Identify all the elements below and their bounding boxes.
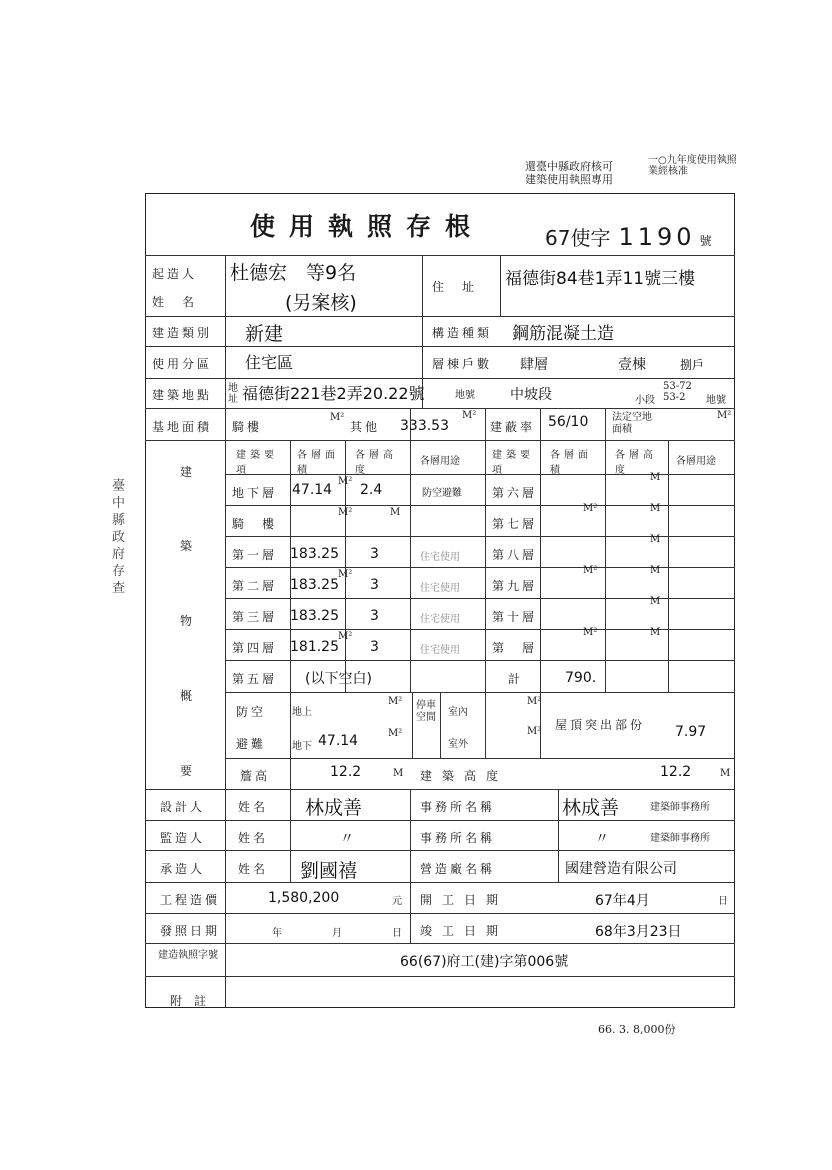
floor-item: 第三層 [232,610,278,624]
bheight-value: 12.2 [660,764,692,780]
category-label: 建造類別 [152,326,213,340]
row-line [225,692,735,693]
floor-item-right: 第八層 [492,548,538,562]
usage-value: 住宅區 [245,353,294,372]
approval-stamp [525,160,613,186]
row-line [145,789,735,790]
col-header-area: 各層面積 [297,450,339,476]
col-line [668,440,669,692]
row-line [145,346,735,347]
below-value: 47.14 [318,733,359,749]
col-line [540,408,541,692]
parking-label: 停車空間 [416,700,436,723]
row-line [145,316,735,317]
other-unit: M² [462,410,477,421]
start-label: 開工日期 [420,893,509,907]
unit: M [720,768,731,779]
applicant-name: 杜德宏 等9名 [230,262,357,284]
structure-label: 構造種類 [432,326,493,340]
designer-office: 林成善 [562,797,620,819]
permit-prefix: 67使字 [545,226,611,250]
address-label: 住 址 [432,280,478,294]
unit: M [650,565,661,576]
contractor-name-label: 姓名 [238,862,269,876]
row-line [225,660,735,661]
permit-suffix: 號 [699,234,712,248]
category-value: 新建 [245,323,284,345]
row-line [145,440,735,441]
floor-height: 3 [370,546,379,562]
floor-height: 3 [370,639,379,655]
row-line [145,378,735,379]
unit: M² [338,476,353,487]
designer-name: 林成善 [305,797,363,819]
col-header-area-right: 各層面積 [550,450,592,476]
above-label: 地上 [292,707,312,718]
site-sub-label: 地址 [228,383,238,405]
eaves-label: 簷高 [240,769,271,783]
col-header-use-right: 各層用途 [676,456,716,467]
cost-value: 1,580,200 [268,890,340,906]
floor-item: 第二層 [232,579,278,593]
section-char: 概 [180,689,196,703]
floor-use: 住宅使用 [420,614,460,625]
floors-value: 肆層 [520,357,548,373]
row-line [145,882,735,883]
side-stamp: 臺中縣政府存查 [112,479,126,596]
supervisor-office-label: 事務所名稱 [420,831,496,845]
floor-use: 住宅使用 [420,552,460,563]
unit: M [393,768,404,779]
floor-use: 防空避難 [422,488,462,499]
unit: M² [388,728,403,739]
col-header-use: 各層用途 [420,456,460,467]
designer-office-label: 事務所名稱 [420,800,496,814]
outdoor-label: 室外 [448,739,468,750]
col-header-height: 各層高度 [355,450,397,476]
row-line [145,408,735,409]
floor-item-right: 第六層 [492,486,538,500]
print-note: 66. 3. 8,000份 [598,1023,676,1036]
permit-ref-value: 66(67)府工(建)字第006號 [400,954,569,970]
col-header-height-right: 各層高度 [615,450,657,476]
section-char: 建 [180,465,196,479]
site-address: 福德街221巷2弄20.22號 [242,384,425,403]
floor-item-right: 第 層 [492,641,538,655]
floor-area: 183.25 [290,546,339,562]
contractor-firm-label: 營造廠名稱 [420,862,496,876]
unit: M² [527,696,542,707]
col-line [605,408,606,692]
col-line [290,789,291,882]
page-title: 使用執照存根 [250,212,485,241]
designer-suffix: 建築師事務所 [650,802,710,813]
row-line [225,758,735,759]
stamp-line: 建築使用執照專用 [525,173,613,186]
floor-height: 3 [370,577,379,593]
yard-unit: M² [330,412,345,423]
unit: M² [583,627,598,638]
col-line [410,408,411,692]
start-day: 日 [718,896,728,907]
lot-di-hao: 地號 [706,395,726,406]
coverage-label: 建蔽率 [490,420,536,434]
stamp-line: 還臺中縣政府核可 [525,160,613,173]
floors-label: 層棟戶數 [432,357,493,371]
area-label: 基地面積 [152,420,213,434]
issue-year: 年 [272,928,282,939]
col-line [485,692,486,758]
structure-value: 鋼筋混凝土造 [512,324,614,344]
unit: M [650,596,661,607]
applicant-label: 起造人 [152,267,198,281]
floor-item: 騎 樓 [232,517,278,531]
unit: M² [338,631,353,642]
supervisor-name-label: 姓名 [238,831,269,845]
col-line [440,692,441,758]
supervisor-label: 監造人 [160,831,206,845]
floor-area: 183.25 [290,608,339,624]
indoor-label: 室內 [448,707,468,718]
shelter-label: 防空 [236,705,267,719]
complete-label: 竣工日期 [420,924,509,938]
floor-item: 地下層 [232,486,278,500]
floor-height: 2.4 [360,482,383,498]
total-value: 790. [565,670,597,686]
unit: M² [527,726,542,737]
yard-label: 騎樓 [232,420,263,434]
row-line [145,943,735,944]
supervisor-name: 〃 [340,831,354,847]
floor-item-right: 第七層 [492,517,538,531]
unit: M [390,507,401,518]
other-value: 333.53 [400,418,449,434]
col-line [485,408,486,692]
notes-label: 附註 [170,994,219,1008]
contractor-label: 承造人 [160,862,206,876]
supervisor-suffix: 建築師事務所 [650,833,710,844]
buildings-value: 壹棟 [618,357,646,373]
approval-stamp-right: 一○九年度使用執照業經核准 [648,155,737,177]
issue-month: 月 [332,928,342,939]
floor-area-blank: (以下空白) [305,671,372,687]
cost-unit: 元 [392,896,402,907]
row-line [145,976,735,977]
floor-item-right: 第十層 [492,610,538,624]
rooftop-label: 屋頂突出部份 [555,718,646,732]
floor-use: 住宅使用 [420,645,460,656]
designer-label: 設計人 [160,800,206,814]
unit: M² [338,507,353,518]
col-header-items-right: 建築要項 [492,450,534,476]
usage-label: 使用分區 [152,357,213,371]
floor-item: 第四層 [232,641,278,655]
rooftop-value: 7.97 [675,724,707,740]
floor-use: 住宅使用 [420,583,460,594]
site-label: 建築地點 [152,388,213,402]
col-line [410,789,411,943]
unit: M [650,472,661,483]
legal-label: 法定空地面積 [612,412,652,435]
section-char: 物 [180,614,196,628]
floor-area: 183.25 [290,577,339,593]
floor-item-right: 第九層 [492,579,538,593]
permit-number-value: 1190 [618,223,696,251]
start-value: 67年4月 [595,893,650,909]
unit: M [650,534,661,545]
issue-label: 發照日期 [160,924,221,938]
applicant-sub: (另案核) [285,292,357,314]
evac-label: 避難 [236,737,267,751]
households-value: 捌戶 [680,358,705,372]
legal-unit: M² [717,410,732,421]
row-line [145,255,735,256]
applicant-address: 福德街84巷1弄11號三樓 [505,269,696,289]
floor-height: 3 [370,608,379,624]
lot-numbers: 53-72 53-2 [663,381,692,403]
row-line [145,850,735,851]
subsection-label: 小段 [635,395,655,406]
section-char: 要 [180,764,196,778]
contractor-name: 劉國禧 [300,860,358,882]
section-value: 中坡段 [510,387,552,403]
col-line [558,789,559,882]
complete-value: 68年3月23日 [595,924,682,940]
row-line [145,913,735,914]
contractor-firm: 國建營造有限公司 [565,861,677,877]
unit: M [650,503,661,514]
col-line [500,255,501,316]
unit: M² [583,503,598,514]
supervisor-office: 〃 [595,831,609,847]
coverage-value: 56/10 [548,414,589,430]
unit: M² [388,696,403,707]
unit: M [650,627,661,638]
other-label: 其他 [350,420,381,434]
below-label: 地下 [292,741,312,752]
designer-name-label: 姓名 [238,800,269,814]
floor-item: 第五層 [232,672,278,686]
col-line [412,692,413,758]
col-header-items: 建築要項 [236,450,278,476]
bheight-label: 建築高度 [420,769,509,783]
issue-day: 日 [392,928,402,939]
floor-area: 47.14 [292,482,333,498]
floor-area: 181.25 [290,639,339,655]
section-char: 築 [180,539,196,553]
permit-ref-label: 建造執照字號 [158,950,218,961]
cost-label: 工程造價 [160,893,221,907]
applicant-name-label: 姓 名 [152,295,198,309]
lot-label: 地號 [455,390,475,401]
floor-item: 第一層 [232,548,278,562]
unit: M² [338,569,353,580]
row-line [145,820,735,821]
eaves-value: 12.2 [330,764,362,780]
total-label: 計 [508,672,524,686]
col-line [225,255,226,1008]
unit: M² [583,565,598,576]
